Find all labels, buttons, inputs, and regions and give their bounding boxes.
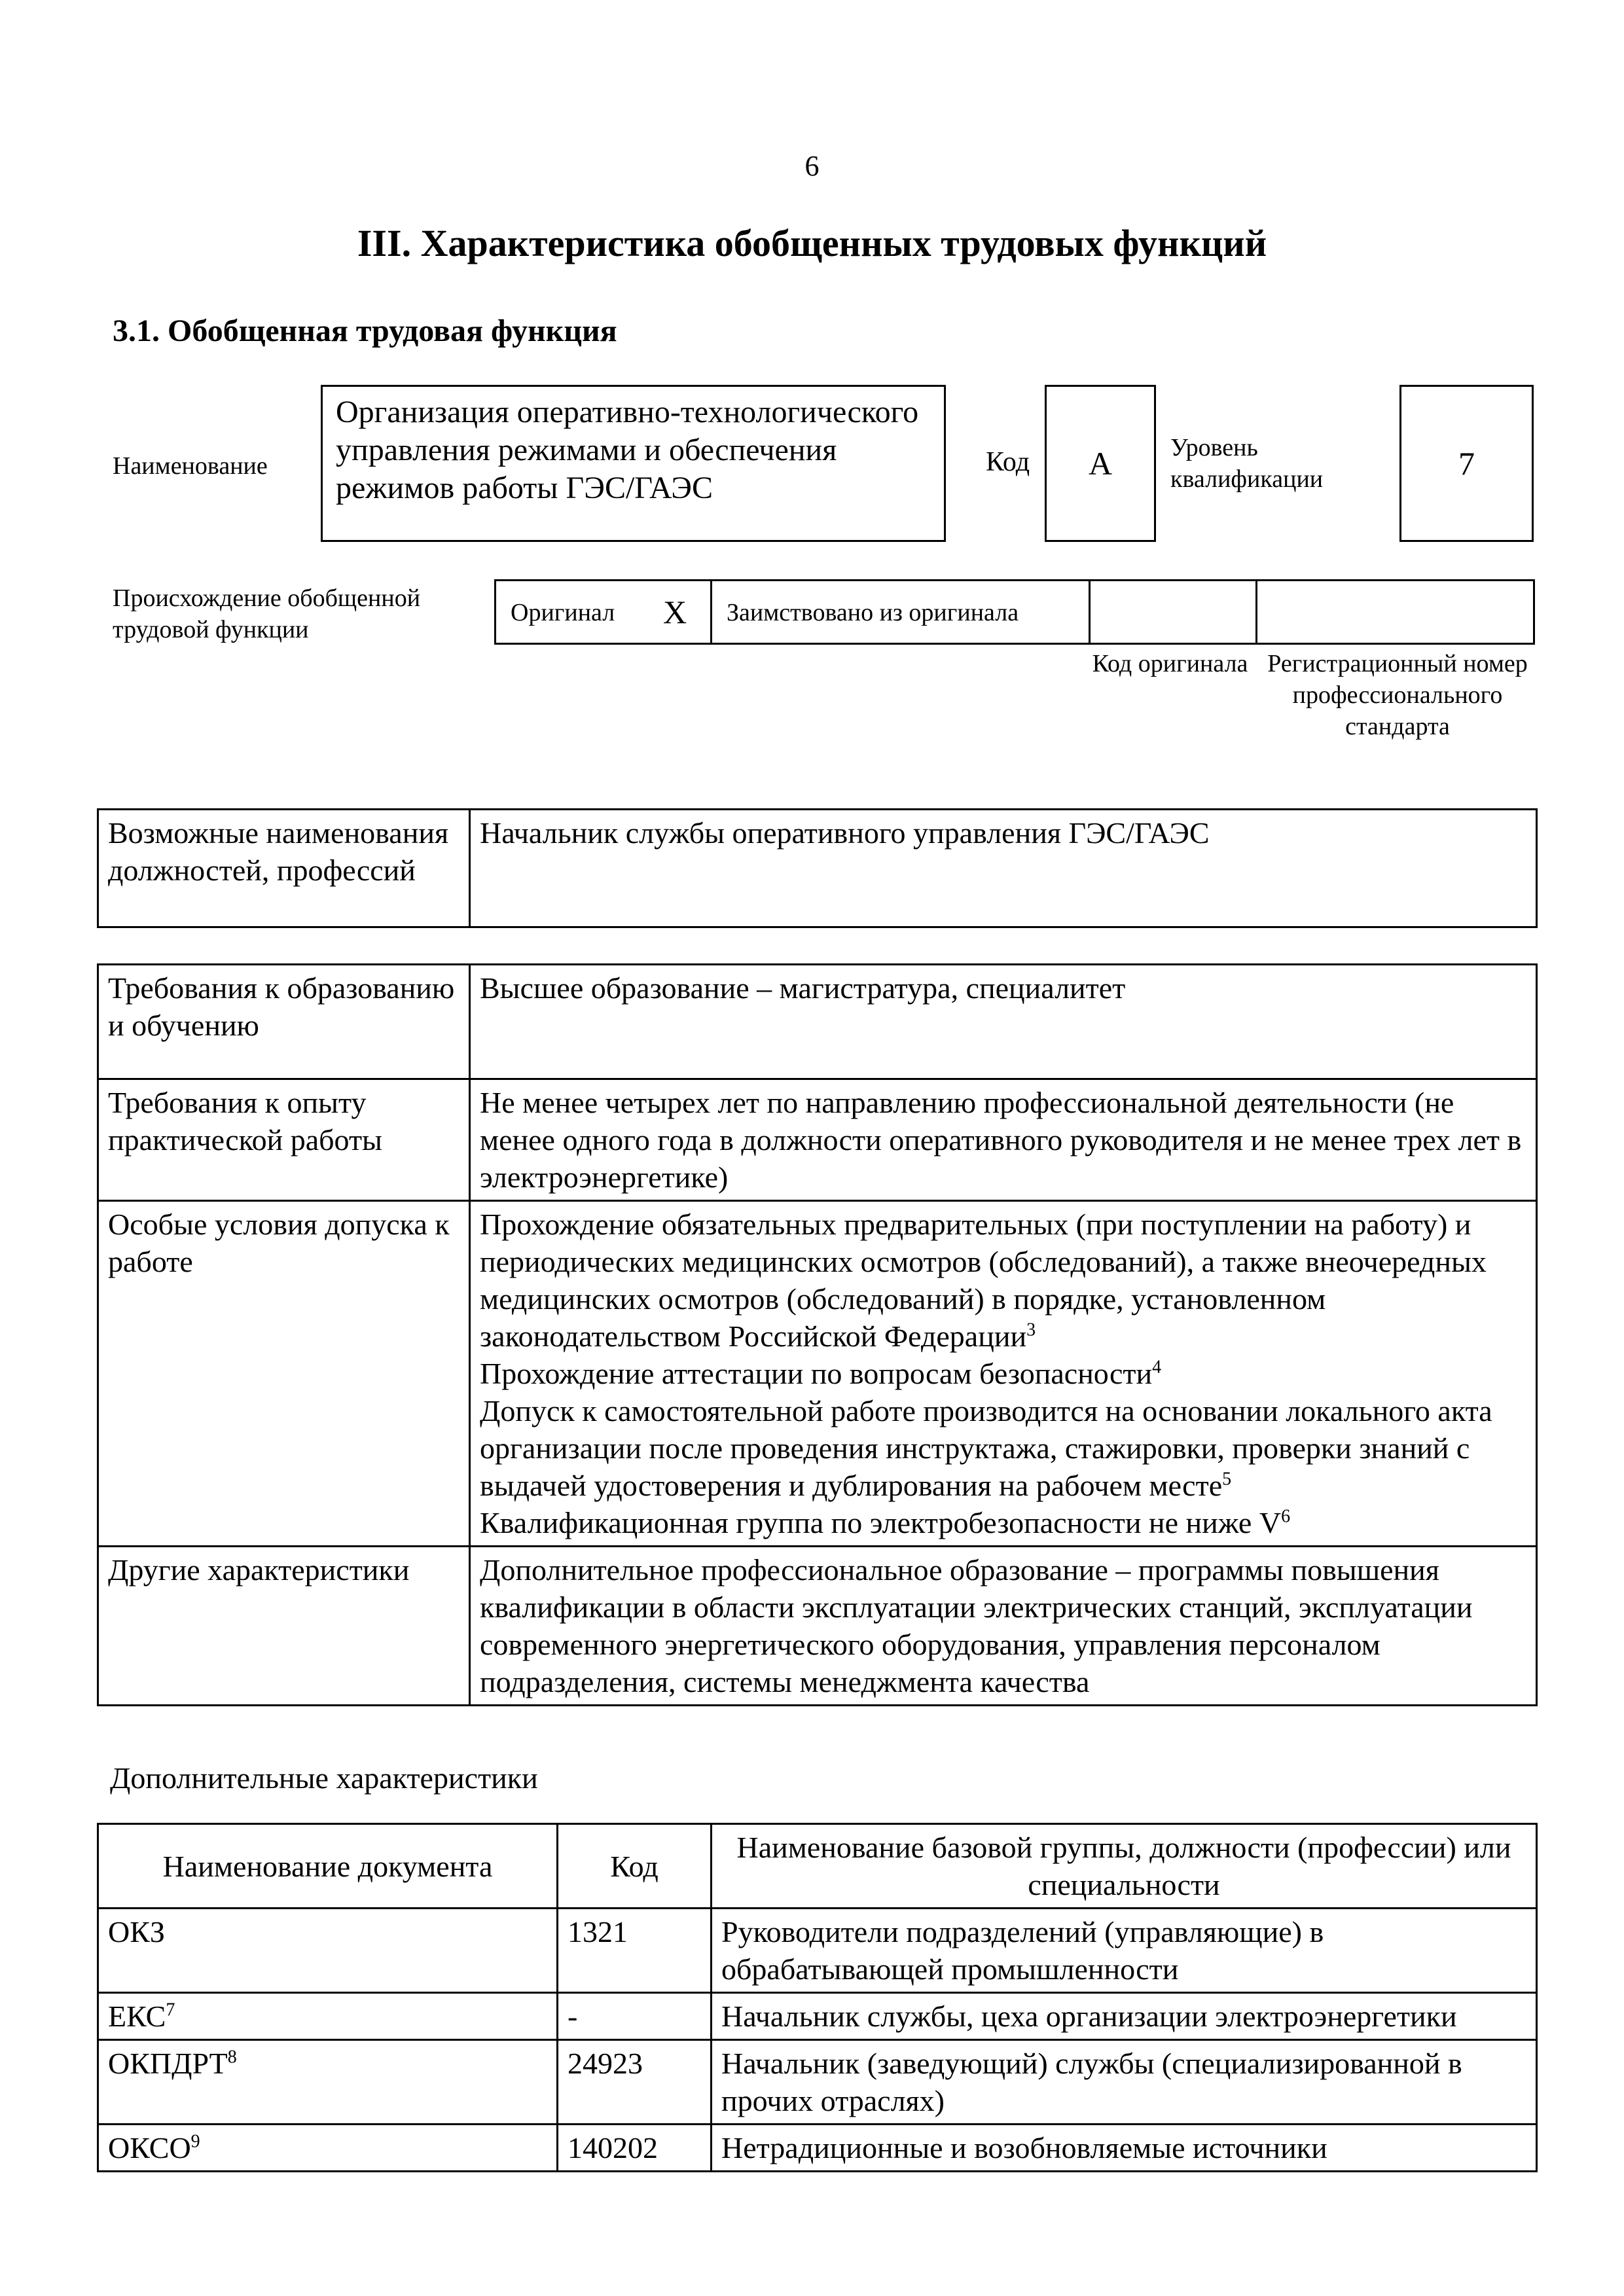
section-title: III. Характеристика обобщенных трудовых функций — [357, 222, 1267, 264]
req-label: Требования к опыту практической работы — [98, 1079, 470, 1201]
table-row — [98, 1079, 1537, 1201]
additional-table — [97, 1823, 1538, 2172]
table-row — [98, 965, 1537, 1079]
borrowed-label: Заимствовано из оригинала — [727, 599, 1019, 626]
footnote-ref: 9 — [190, 2131, 200, 2152]
footnote-ref: 5 — [1222, 1469, 1232, 1490]
table-row — [98, 1201, 1537, 1547]
footnote-ref: 4 — [1152, 1357, 1162, 1378]
positions-value: Начальник службы оперативного управления ГЭС/ГАЭС — [470, 810, 1537, 927]
req-label: Требования к образованию и обучению — [98, 965, 470, 1079]
code-cell: 140202 — [558, 2125, 712, 2172]
code-cell: - — [558, 1993, 712, 2040]
code-cell: 1321 — [558, 1909, 712, 1993]
req-label: Другие характеристики — [98, 1547, 470, 1706]
divider — [1089, 581, 1091, 643]
req-value — [470, 1201, 1537, 1547]
doc-cell: ОКПДРТ$^8$ — [98, 2040, 558, 2125]
original-label: Оригинал — [511, 599, 615, 626]
level-value: 7 — [1458, 445, 1475, 482]
footnote-ref: 6 — [1281, 1506, 1291, 1527]
code-value: А — [1088, 445, 1113, 482]
header-name: Наименование базовой группы, должности (профессии) или специальности — [712, 1824, 1537, 1909]
table-row — [98, 1547, 1537, 1706]
table-row — [98, 810, 1537, 927]
req-line: Прохождение аттестации по вопросам безопасности$^4$ — [480, 1357, 1162, 1390]
table-header-row — [98, 1824, 1537, 1909]
header-document: Наименование документа — [98, 1824, 558, 1909]
req-label: Особые условия допуска к работе — [98, 1201, 470, 1547]
doc-cell: ЕКС$^7$ — [98, 1993, 558, 2040]
req-value: Не менее четырех лет по направлению профессиональной деятельности (не менее одного года в должности оперативного руководителя и не менее трех лет в электроэнергетике) — [470, 1079, 1537, 1201]
origin-label: Происхождение обобщенной трудовой функции — [113, 584, 421, 643]
reg-number-caption: Регистрационный номер профессионального стандарта — [1267, 650, 1528, 740]
positions-label: Возможные наименования должностей, профессий — [98, 810, 470, 927]
page-number: 6 — [804, 150, 820, 182]
footnote-ref: 3 — [1026, 1319, 1036, 1340]
header-code: Код — [558, 1824, 712, 1909]
level-label: Уровень квалификации — [1170, 434, 1324, 493]
positions-table — [97, 808, 1538, 928]
footnote-ref: 7 — [166, 2000, 175, 2020]
code-original-caption: Код оригинала — [1092, 650, 1248, 677]
name-cell: Начальник (заведующий) службы (специализированной в прочих отраслях) — [712, 2040, 1537, 2125]
req-line: Квалификационная группа по электробезопасности не ниже $V^6$ — [480, 1506, 1291, 1539]
table-row — [98, 1909, 1537, 1993]
function-name-value: Организация оперативно-технологического управления режимами и обеспечения режимов работы ГЭС/ГАЭС — [336, 395, 919, 505]
divider — [710, 581, 712, 643]
footnote-ref: 8 — [227, 2047, 237, 2068]
name-cell: Нетрадиционные и возобновляемые источники — [712, 2125, 1537, 2172]
original-mark: X — [663, 594, 687, 630]
req-value: Дополнительное профессиональное образование – программы повышения квалификации в области эксплуатации электрических станций, эксплуатации современного энергетического оборудования, управления персоналом подразделения, системы менеджмента качества — [470, 1547, 1537, 1706]
function-name-box — [321, 385, 946, 542]
code-value-box — [1045, 385, 1156, 542]
code-label: Код — [986, 447, 1030, 477]
additional-title: Дополнительные характеристики — [110, 1761, 538, 1795]
req-line: Допуск к самостоятельной работе производится на основании локального акта организации после проведения инструктажа, стажировки, проверки знаний с выдачей удостоверения и дублирования на рабочем месте$^5$ — [480, 1394, 1492, 1502]
requirements-table — [97, 963, 1538, 1706]
table-row — [98, 1993, 1537, 2040]
table-row — [98, 2125, 1537, 2172]
code-cell: 24923 — [558, 2040, 712, 2125]
divider — [1255, 581, 1257, 643]
doc-cell: ОКСО$^9$ — [98, 2125, 558, 2172]
origin-row — [494, 579, 1535, 645]
name-label: Наименование — [113, 452, 268, 480]
req-value: Высшее образование – магистратура, специалитет — [470, 965, 1537, 1079]
table-row — [98, 2040, 1537, 2125]
req-line: Прохождение обязательных предварительных (при поступлении на работу) и периодических медицинских осмотров (обследований), а также внеочередных медицинских осмотров (обследований) в порядке, установленном законодательством Российской Федерации$^3$ — [480, 1208, 1487, 1353]
doc-cell: ОКЗ — [98, 1909, 558, 1993]
name-cell: Руководители подразделений (управляющие) в обрабатывающей промышленности — [712, 1909, 1537, 1993]
level-value-box — [1399, 385, 1534, 542]
subsection-title: 3.1. Обобщенная трудовая функция — [113, 314, 617, 348]
name-cell: Начальник службы, цеха организации электроэнергетики — [712, 1993, 1537, 2040]
